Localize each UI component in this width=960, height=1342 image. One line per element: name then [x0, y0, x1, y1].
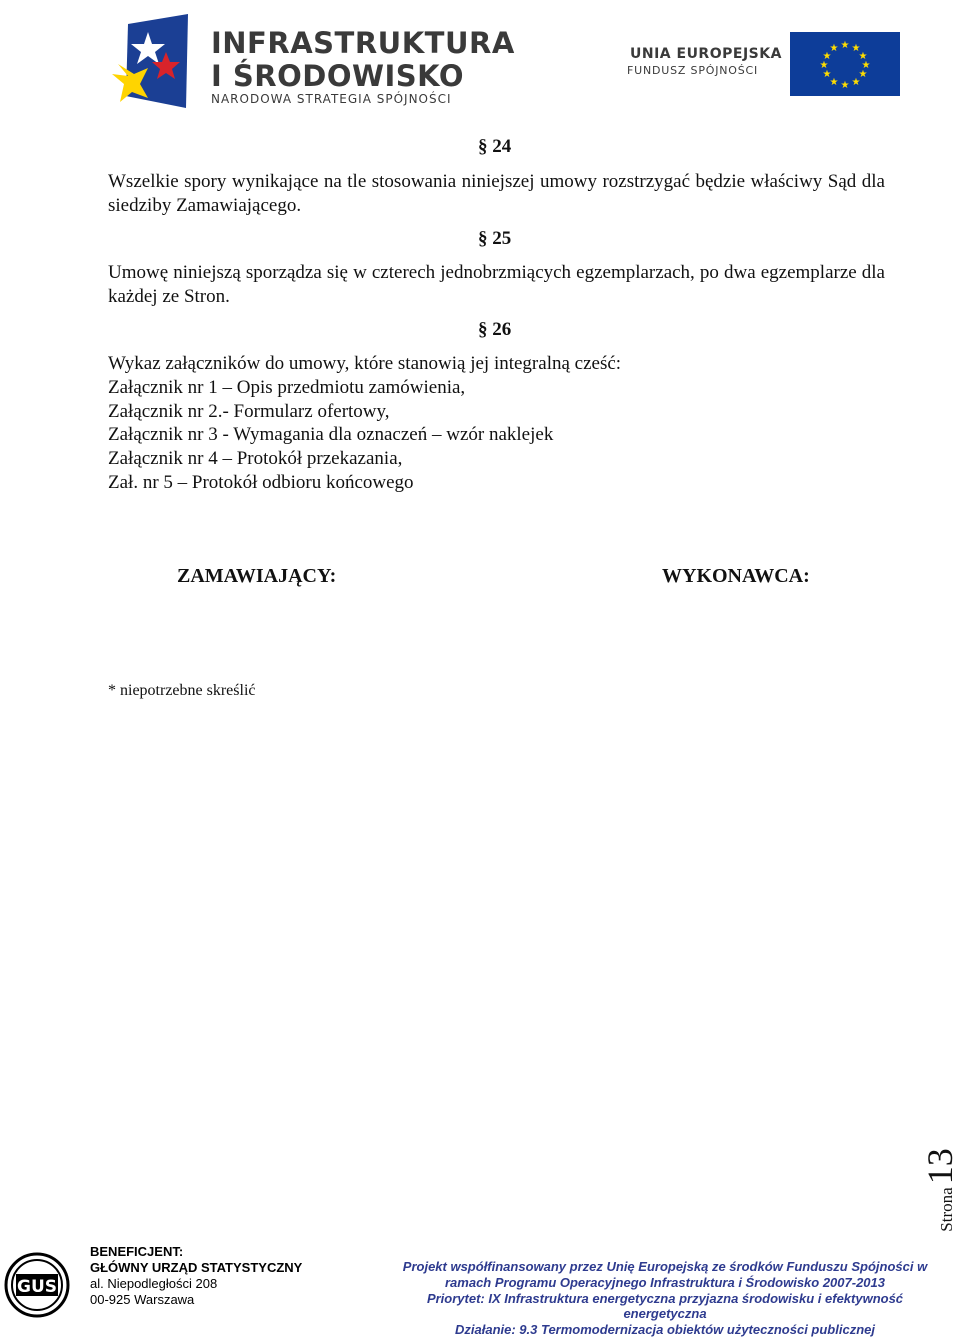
gus-emblem-icon	[4, 1252, 70, 1318]
eu-flag-icon	[790, 32, 900, 96]
project-line: Priorytet: IX Infrastruktura energetyczna przyjazna środowisku i efektywność	[426, 1290, 904, 1306]
ie-emblem-icon	[108, 12, 194, 112]
attachment-item: Załącznik nr 3 - Wymagania dla oznaczeń – wzór naklejek	[108, 424, 554, 446]
svg-text:★: ★	[840, 80, 850, 91]
section-24-number: § 24	[478, 136, 512, 157]
project-line: ramach Programu Operacyjnego Infrastruktura i Środowisko 2007-2013	[445, 1274, 885, 1290]
project-line: Działanie: 9.3 Termomodernizacja obiektów użyteczności publicznej	[455, 1322, 875, 1338]
gus-logo	[4, 1252, 70, 1318]
section-26-number: § 26	[478, 319, 512, 340]
svg-text:★: ★	[858, 51, 868, 62]
infrastruktura-srodowisko-logo	[108, 12, 515, 112]
logo-subtitle: NARODOWA STRATEGIA SPÓJNOŚCI	[211, 92, 452, 106]
beneficiary-name: GŁÓWNY URZĄD STATYSTYCZNY	[90, 1260, 303, 1275]
beneficiary-address: al. Niepodległości 208	[90, 1276, 218, 1291]
project-line: energetyczna	[623, 1306, 707, 1322]
project-line: Projekt współfinansowany przez Unię Europejską ze środków Funduszu Spójności w	[402, 1259, 928, 1274]
attachment-item: Załącznik nr 4 – Protokół przekazania,	[108, 448, 403, 470]
svg-text:★: ★	[851, 77, 861, 88]
logo-title-line1: INFRASTRUKTURA	[211, 26, 515, 60]
attachment-item: Załącznik nr 1 – Opis przedmiotu zamówienia,	[108, 376, 466, 398]
beneficiary-block	[90, 1244, 302, 1308]
attachment-item: Zał. nr 5 – Protokół odbioru końcowego	[108, 471, 414, 493]
section-25-text: Umowę niniejszą sporządza się w czterech jednobrzmiących egzemplarzach, po dwa egzemplarze dla każdej ze Stron.	[108, 262, 885, 307]
page-label: Strona	[937, 1187, 956, 1232]
svg-text:★: ★	[822, 69, 832, 80]
section-25-number: § 25	[478, 228, 512, 249]
logo-title-line2: I ŚRODOWISKO	[211, 59, 464, 93]
signature-ordering-party: ZAMAWIAJĄCY:	[177, 565, 337, 587]
page-number-value: 13	[920, 1148, 960, 1185]
signature-contractor: WYKONAWCA:	[662, 565, 810, 587]
section-24-text: Wszelkie spory wynikające na tle stosowania niniejszej umowy rozstrzygać będzie właściwy Sąd dla siedziby Zamawiającego.	[108, 171, 885, 216]
project-info	[380, 1259, 950, 1338]
svg-text:★: ★	[822, 51, 832, 62]
attachments-intro: Wykaz załączników do umowy, które stanowią jej integralną cześć:	[108, 353, 622, 374]
svg-text:★: ★	[819, 60, 829, 71]
svg-text:★: ★	[861, 60, 871, 71]
gus-logo-text: GUS	[16, 1277, 58, 1297]
page-number	[918, 1140, 960, 1240]
ue-title: UNIA EUROPEJSKA	[630, 46, 782, 62]
svg-text:★: ★	[858, 69, 868, 80]
svg-text:★: ★	[851, 43, 861, 54]
beneficiary-label: BENEFICJENT:	[90, 1244, 184, 1259]
svg-text:★: ★	[840, 40, 850, 51]
attachments-list	[108, 352, 621, 495]
attachment-item: Załącznik nr 2.- Formularz ofertowy,	[108, 400, 390, 422]
ue-fund: FUNDUSZ SPÓJNOŚCI	[627, 64, 759, 77]
beneficiary-city: 00-925 Warszawa	[90, 1292, 195, 1307]
footnote: * niepotrzebne skreślić	[108, 682, 256, 699]
unia-europejska-logo	[622, 30, 902, 98]
svg-text:★: ★	[829, 77, 839, 88]
svg-text:★: ★	[829, 43, 839, 54]
